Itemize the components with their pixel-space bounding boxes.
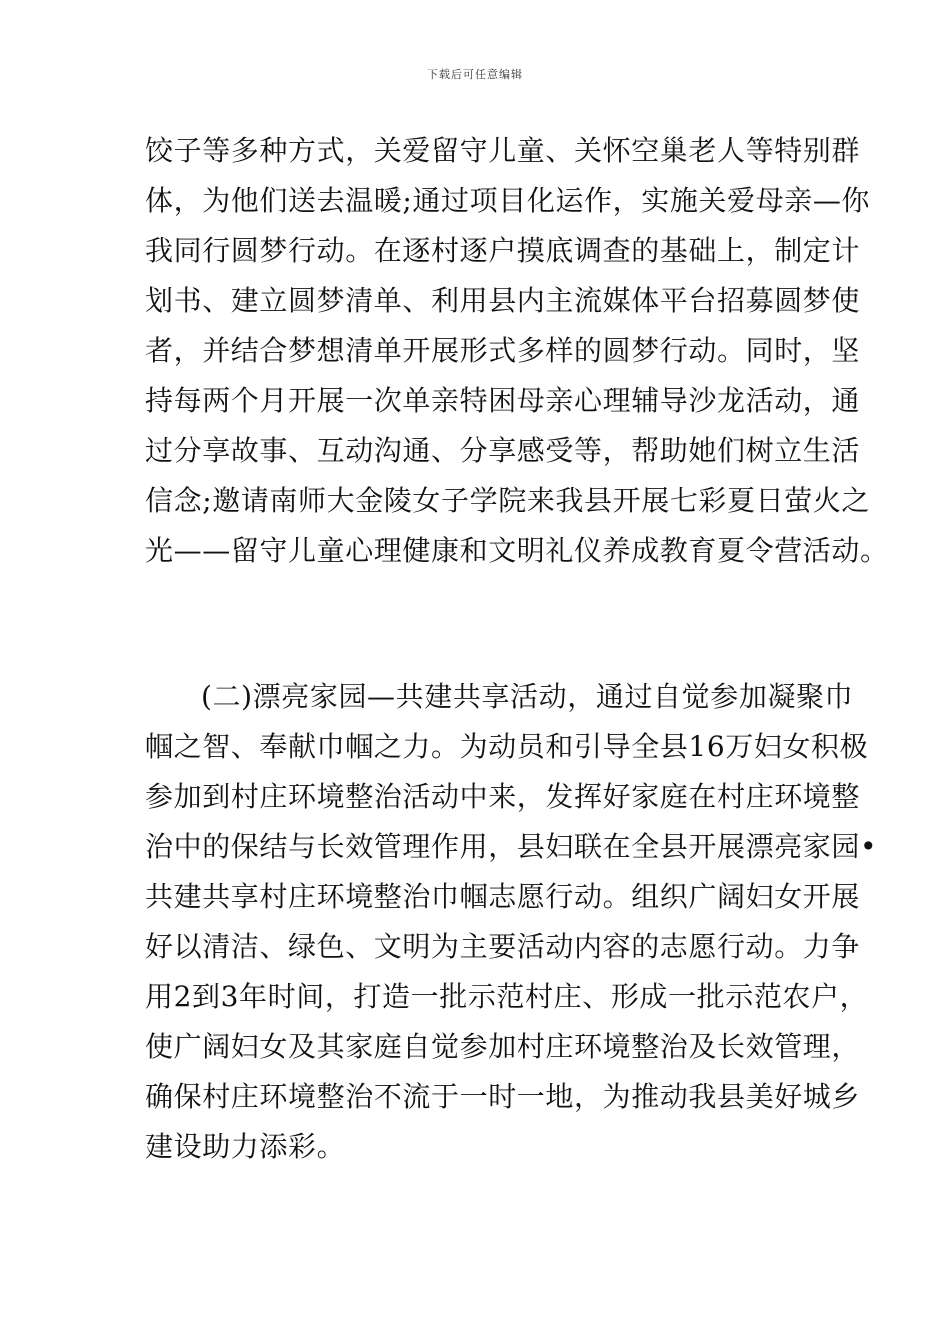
paragraph-line: 过分享故事、互动沟通、分享感受等，帮助她们树立生活 <box>145 434 861 467</box>
paragraph-line: 者，并结合梦想清单开展形式多样的圆梦行动。同时，坚 <box>145 334 861 367</box>
paragraph-line: 共建共享村庄环境整治巾帼志愿行动。组织广阔妇女开展 <box>145 880 861 913</box>
paragraph-line: 帼之智、奉献巾帼之力。为动员和引导全县16万妇女积极 <box>145 730 869 763</box>
paragraph-line: 参加到村庄环境整治活动中来，发挥好家庭在村庄环境整 <box>145 780 861 813</box>
download-note: 下载后可任意编辑 <box>427 68 523 81</box>
paragraph-line: 确保村庄环境整治不流于一时一地，为推动我县美好城乡 <box>145 1080 861 1113</box>
paragraph-line: 我同行圆梦行动。在逐村逐户摸底调查的基础上，制定计 <box>145 234 861 267</box>
paragraph-line: 治中的保结与长效管理作用，县妇联在全县开展漂亮家园• <box>145 830 878 863</box>
paragraph-line: 信念;邀请南师大金陵女子学院来我县开展七彩夏日萤火之 <box>145 484 871 517</box>
paragraph-line: 建设助力添彩。 <box>145 1130 346 1163</box>
paragraph-line: 划书、建立圆梦清单、利用县内主流媒体平台招募圆梦使 <box>145 284 861 317</box>
paragraph-line: 持每两个月开展一次单亲特困母亲心理辅导沙龙活动，通 <box>145 384 861 417</box>
paragraph-line: 饺子等多种方式，关爱留守儿童、关怀空巢老人等特别群 <box>145 134 861 167</box>
paragraph-line: 体，为他们送去温暖;通过项目化运作，实施关爱母亲—你 <box>145 184 871 217</box>
paragraph-line: 使广阔妇女及其家庭自觉参加村庄环境整治及长效管理， <box>145 1030 861 1063</box>
paragraph-line: 光——留守儿童心理健康和文明礼仪养成教育夏令营活动。 <box>145 534 889 567</box>
paragraph-line: (二)漂亮家园—共建共享活动，通过自觉参加凝聚巾 <box>201 680 854 713</box>
paragraph-line: 用2到3年时间，打造一批示范村庄、形成一批示范农户， <box>145 980 869 1013</box>
paragraph-line: 好以清洁、绿色、文明为主要活动内容的志愿行动。力争 <box>145 930 861 963</box>
